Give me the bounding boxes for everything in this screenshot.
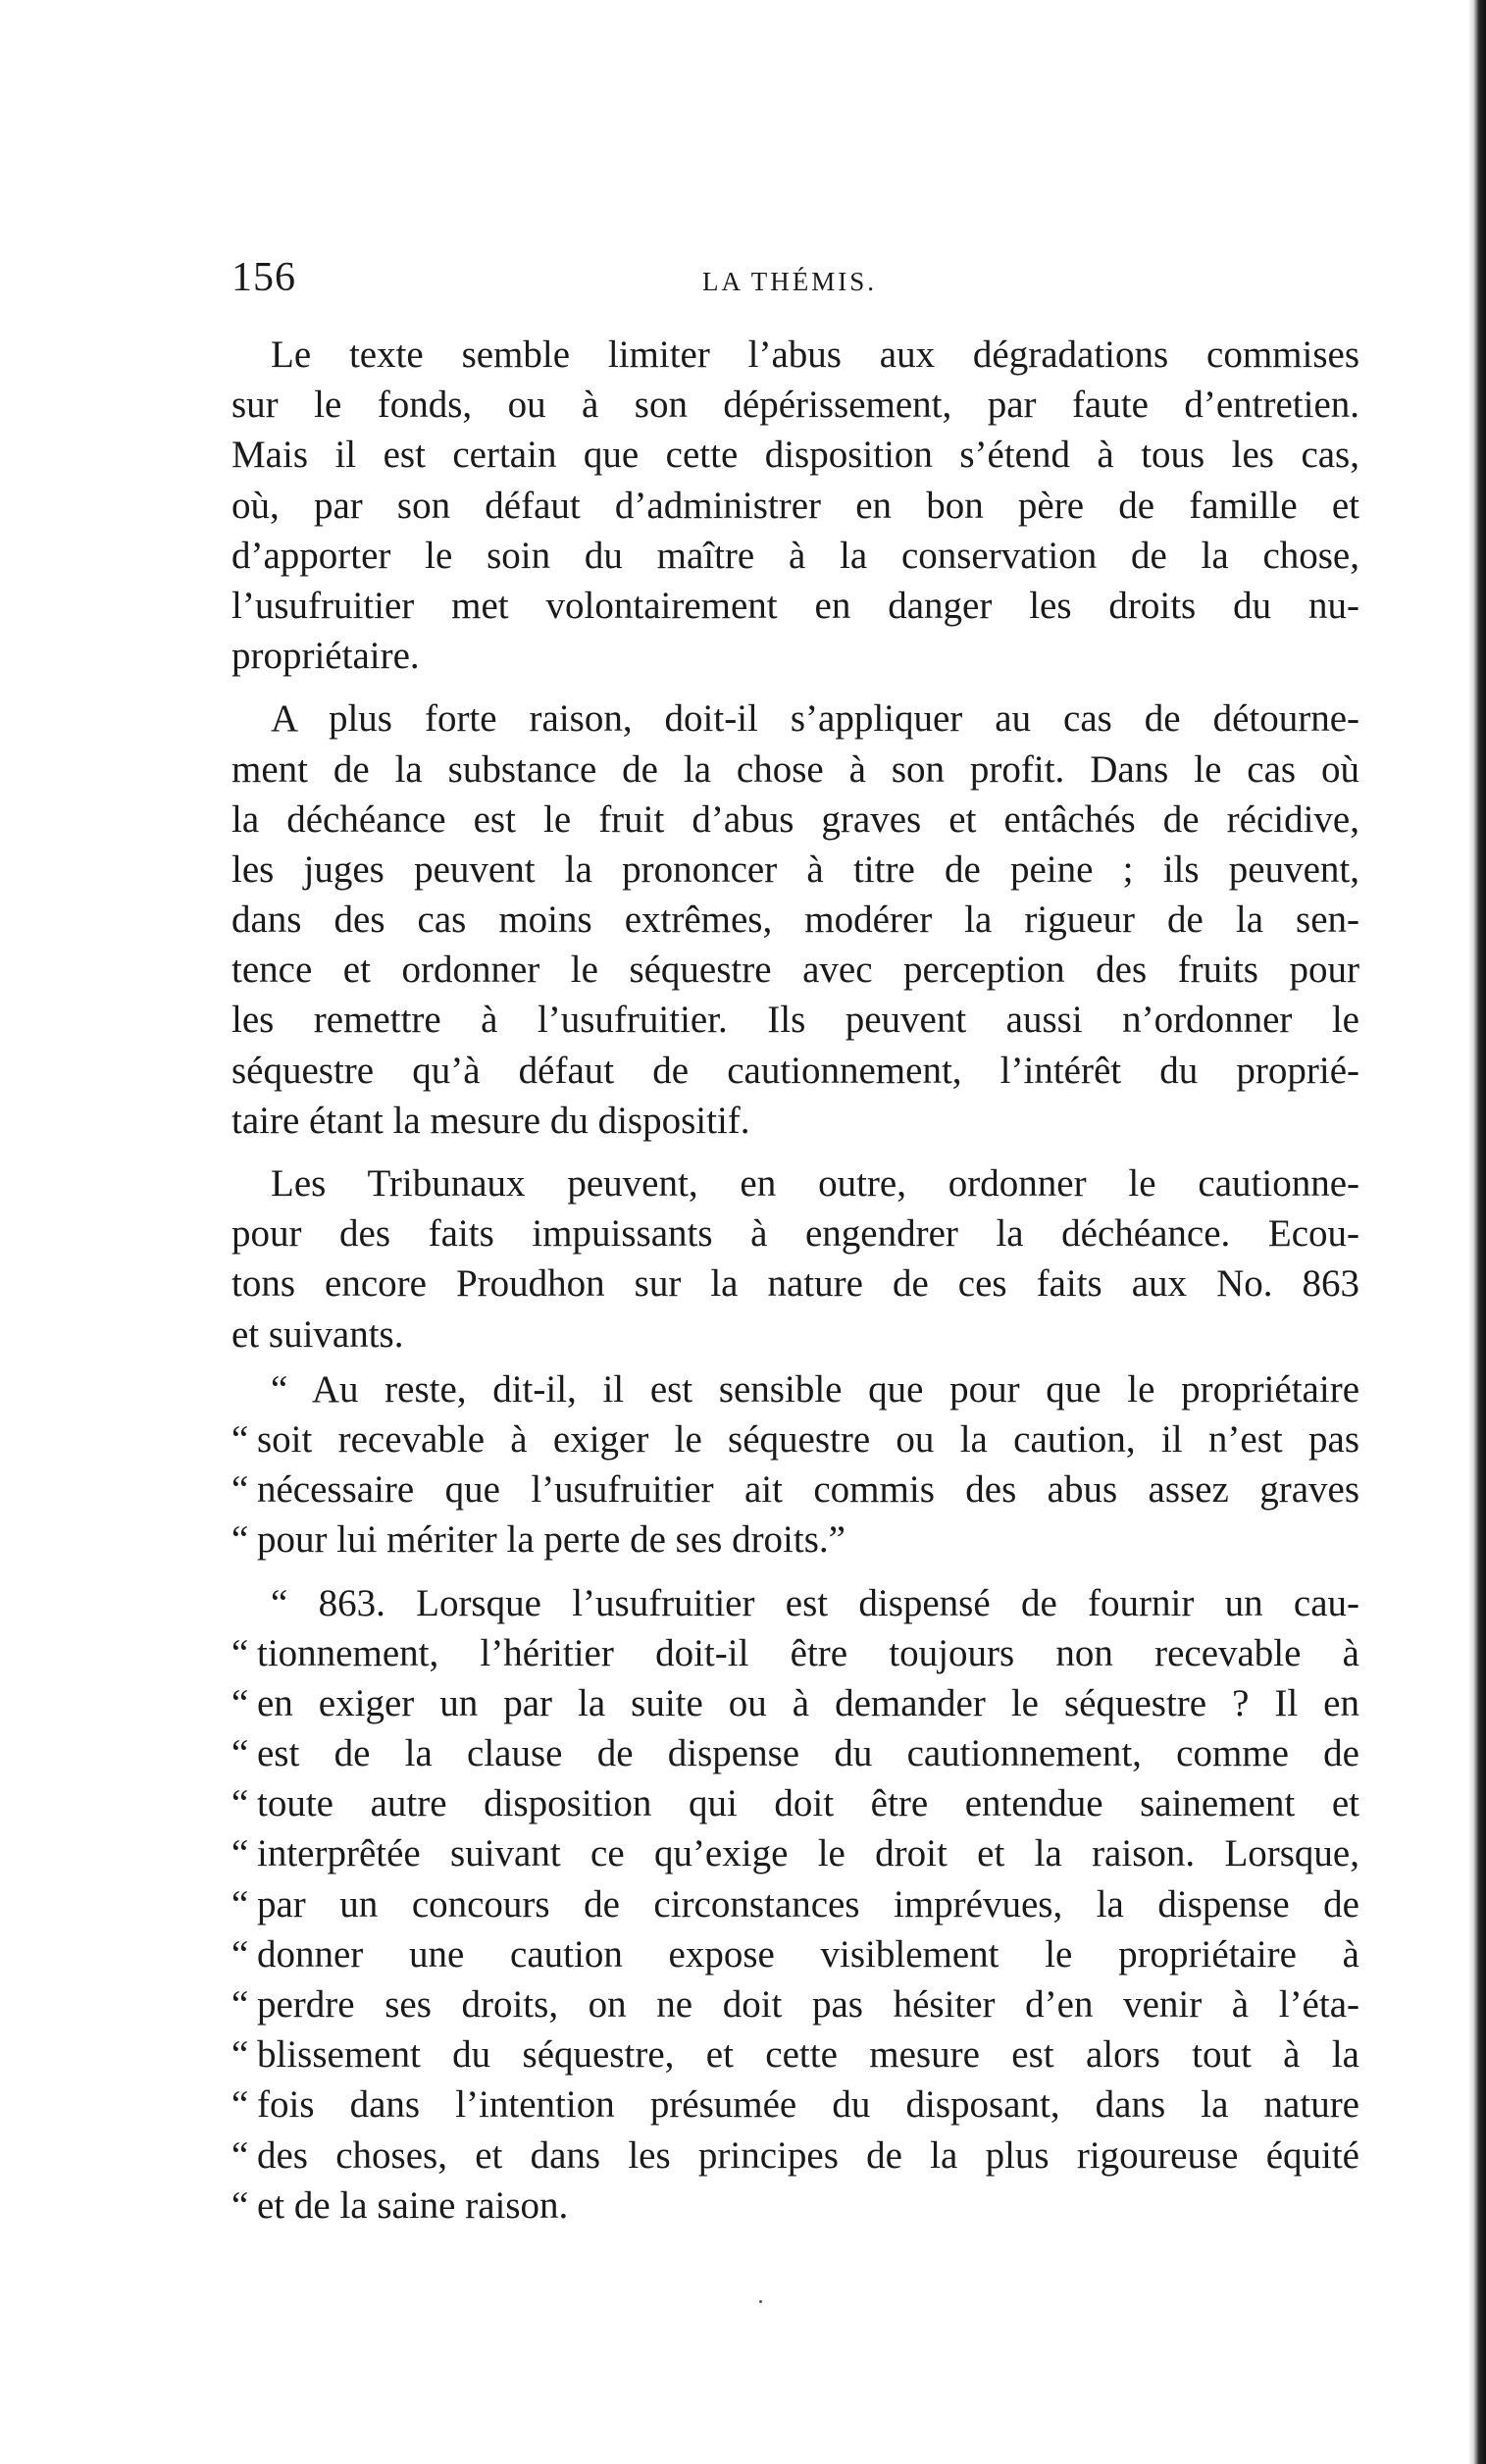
text-line: Le texte semble limiter l’abus aux dégradations commises (271, 334, 1359, 376)
text-line: “ des choses, et dans les principes de la plus rigoureuse équité (231, 2130, 1359, 2181)
page-binding-edge (1468, 0, 1486, 2464)
quote-mark: “ (231, 1932, 249, 1976)
quote-mark: “ (231, 1882, 249, 1925)
text-line: “ pour lui mériter la perte de ses droits.” (231, 1514, 1359, 1565)
quote-mark: “ (231, 1468, 249, 1512)
quote-mark: “ (231, 1983, 249, 2026)
page-number: 156 (231, 255, 296, 300)
text-line: “ en exiger un par la suite ou à demander le séquestre ? Il en (231, 1678, 1359, 1728)
text-line: “ perdre ses droits, on ne doit pas hésiter d’en venir à l’éta- (231, 1979, 1359, 2029)
text-line: pour des faits impuissants à engendrer la déchéance. Ecou- (231, 1212, 1359, 1256)
text-line: séquestre qu’à défaut de cautionnement, l’intérêt du proprié- (231, 1049, 1359, 1092)
quotation-1 (231, 1364, 1359, 1566)
text-line: d’apporter le soin du maître à la conservation de la chose, (231, 534, 1359, 577)
text-line: sur le fonds, ou à son dépérissement, par faute d’entretien. (231, 384, 1359, 427)
quotation-2 (231, 1578, 1359, 2231)
quote-mark: “ (231, 2183, 249, 2227)
quote-mark: “ (231, 1732, 249, 1775)
text-line: “ Au reste, dit-il, il est sensible que pour que le propriétaire (271, 1367, 1359, 1411)
text-line: l’usufruitier met volontairement en danger les droits du nu- (231, 584, 1359, 627)
text-line: où, par son défaut d’administrer en bon père de famille et (231, 484, 1359, 527)
text-line: et suivants. (231, 1312, 404, 1356)
text-line: “ est de la clause de dispense du cautionnement, comme de (231, 1728, 1359, 1778)
paragraph-1 (231, 330, 1359, 681)
text-line: taire étant la mesure du dispositif. (231, 1099, 750, 1142)
page-header (231, 253, 1359, 302)
body-text (231, 330, 1359, 2231)
paragraph-3 (231, 1158, 1359, 1360)
text-line: la déchéance est le fruit d’abus graves et entâchés de récidive, (231, 797, 1359, 841)
quote-mark: “ (231, 1417, 249, 1461)
quote-mark: “ (231, 1631, 249, 1674)
text-line: “ nécessaire que l’usufruitier ait commis des abus assez graves (231, 1464, 1359, 1514)
text-line: ment de la substance de la chose à son profit. Dans le cas où (231, 747, 1359, 791)
text-line: tence et ordonner le séquestre avec perception des fruits pour (231, 949, 1359, 992)
quote-mark: “ (231, 2033, 249, 2077)
text-line: “ interprêtée suivant ce qu’exige le droit et la raison. Lorsque, (231, 1828, 1359, 1878)
quote-mark: “ (231, 2083, 249, 2127)
quote-mark: “ (231, 1832, 249, 1875)
text-line: propriétaire. (231, 635, 420, 678)
text-line: “ et de la saine raison. (231, 2181, 1359, 2231)
text-line: “ tionnement, l’héritier doit-il être toujours non recevable à (231, 1628, 1359, 1678)
text-line: dans des cas moins extrêmes, modérer la rigueur de la sen- (231, 898, 1359, 942)
text-line: “ toute autre disposition qui doit être entendue sainement et (231, 1778, 1359, 1828)
quote-mark: “ (231, 1782, 249, 1825)
text-line: “ par un concours de circonstances imprévues, la dispense de (231, 1879, 1359, 1929)
text-line: tons encore Proudhon sur la nature de ces faits aux No. 863 (231, 1262, 1359, 1306)
text-line: “ donner une caution expose visiblement le propriétaire à (231, 1929, 1359, 1979)
text-line: A plus forte raison, doit-il s’appliquer au cas de détourne- (271, 697, 1359, 741)
text-line: “ fois dans l’intention présumée du disposant, dans la nature (231, 2079, 1359, 2130)
text-line: les remettre à l’usufruitier. Ils peuvent aussi n’ordonner le (231, 999, 1359, 1042)
text-line: les juges peuvent la prononcer à titre de peine ; ils peuvent, (231, 847, 1359, 891)
quote-mark: “ (231, 1518, 249, 1562)
quote-mark: “ (231, 2133, 249, 2177)
running-head: LA THÉMIS. (702, 267, 878, 296)
quote-mark: “ (231, 1681, 249, 1724)
text-line: Les Tribunaux peuvent, en outre, ordonner le cautionne- (271, 1162, 1359, 1205)
text-line: “ soit recevable à exiger le séquestre ou la caution, il n’est pas (231, 1414, 1359, 1464)
text-line: “ blissement du séquestre, et cette mesure est alors tout à la (231, 2029, 1359, 2079)
text-line: Mais il est certain que cette disposition s’étend à tous les cas, (231, 434, 1359, 477)
paragraph-2 (231, 693, 1359, 1146)
print-speck (759, 2300, 762, 2303)
text-line: “ 863. Lorsque l’usufruitier est dispensé de fournir un cau- (271, 1581, 1359, 1624)
